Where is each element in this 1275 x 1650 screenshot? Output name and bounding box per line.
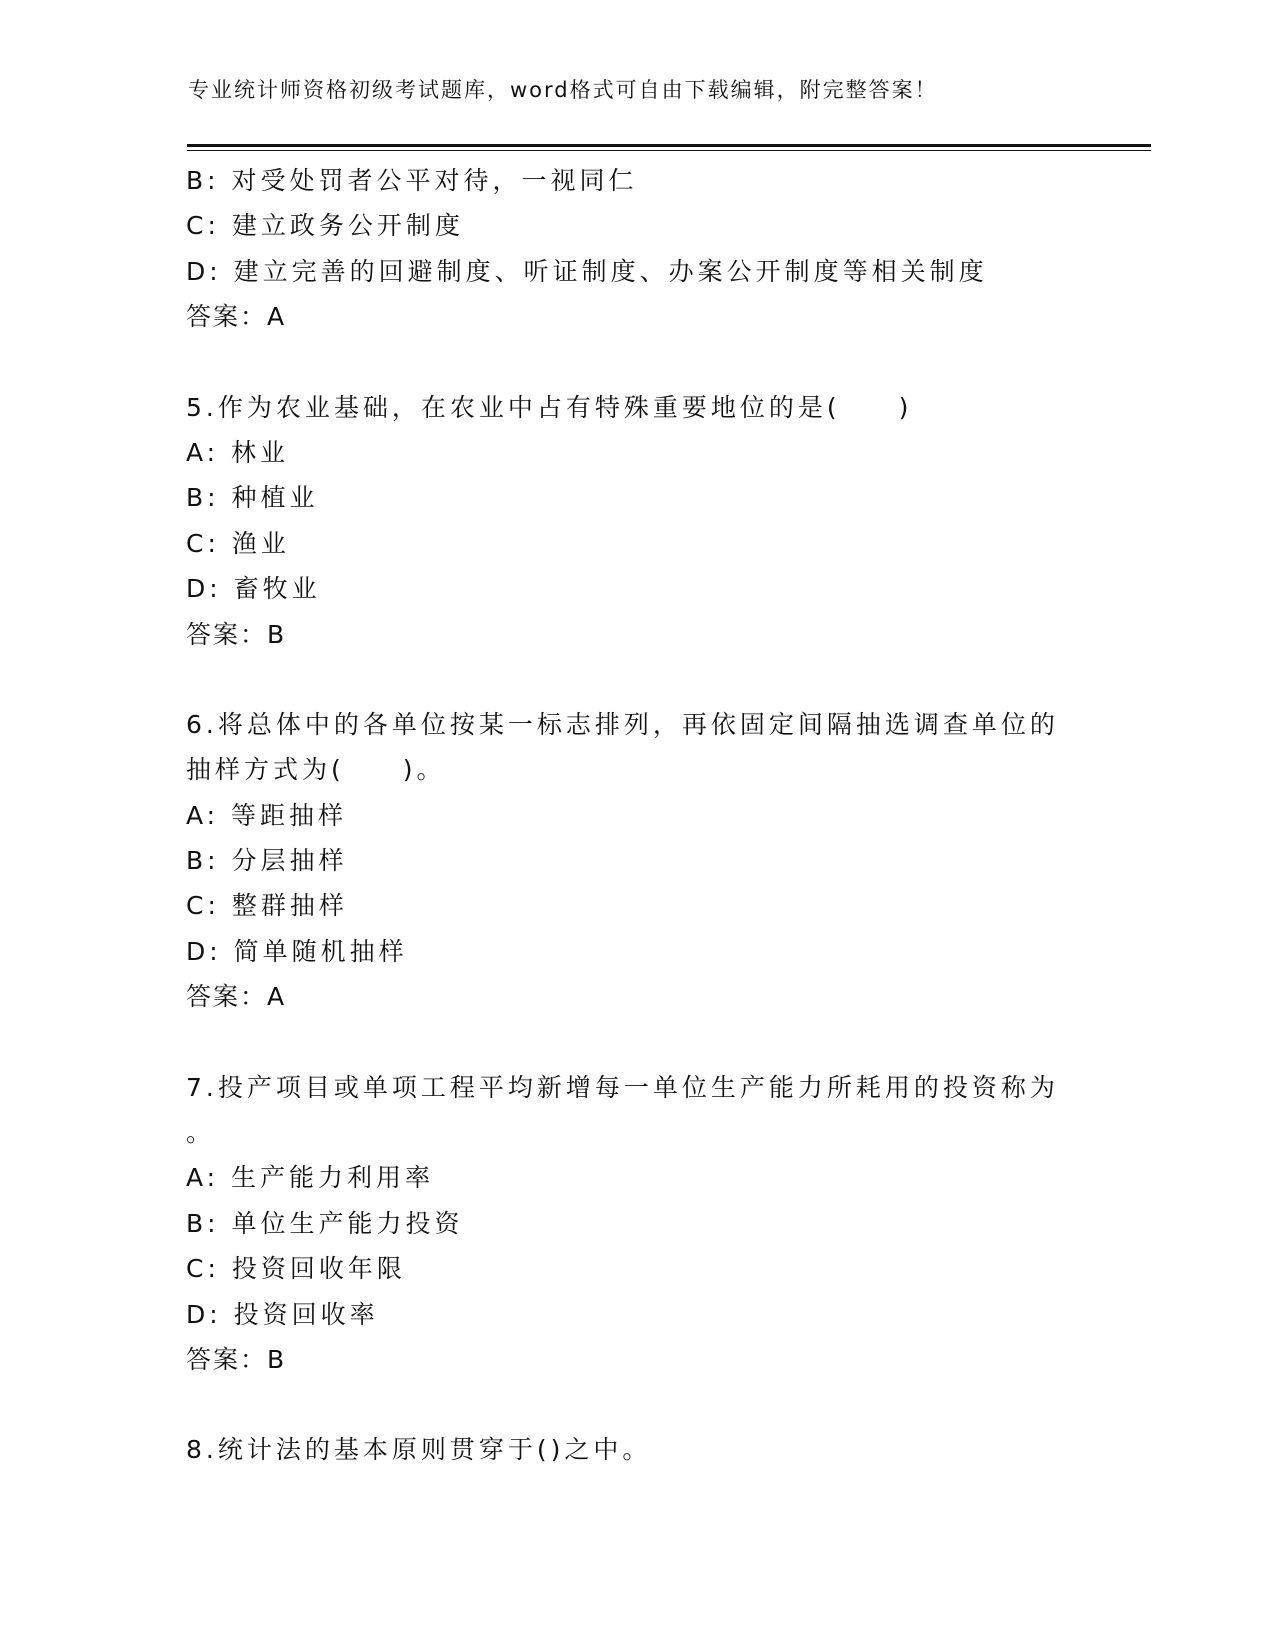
option-c: C: 整群抽样	[186, 891, 348, 921]
option-a: A: 生产能力利用率	[186, 1163, 435, 1193]
question-8	[186, 1427, 1086, 1472]
option-d: D: 畜牧业	[186, 574, 321, 604]
option-c: C: 建立政务公开制度	[186, 211, 464, 241]
question-stem-line-2: 抽样方式为( )。	[186, 755, 446, 785]
answer: 答案：B	[186, 1344, 287, 1374]
answer: 答案：A	[186, 302, 287, 332]
question-content	[186, 158, 1086, 1473]
option-a: A: 林业	[186, 437, 290, 467]
question-7	[186, 1065, 1086, 1383]
option-c: C: 渔业	[186, 528, 290, 558]
option-b: B: 对受处罚者公平对待，一视同仁	[186, 166, 638, 195]
question-6	[186, 702, 1086, 1020]
answer: 答案：B	[186, 619, 287, 649]
answer: 答案：A	[186, 982, 287, 1012]
header-rule-thin	[187, 150, 1151, 151]
option-d: D: 投资回收率	[186, 1299, 379, 1329]
question-4-continued	[186, 158, 1086, 340]
question-stem-line-2: 。	[186, 1118, 216, 1148]
option-b: B: 单位生产能力投资	[186, 1208, 464, 1238]
page-header: 专业统计师资格初级考试题库，word格式可自由下载编辑，附完整答案！	[188, 78, 938, 102]
question-stem-line-1: 7.投产项目或单项工程平均新增每一单位生产能力所耗用的投资称为	[186, 1072, 1059, 1102]
question-5	[186, 385, 1086, 657]
question-stem-line-1: 6.将总体中的各单位按某一标志排列，再依固定间隔抽选调查单位的	[186, 709, 1059, 739]
option-d: D: 简单随机抽样	[186, 936, 408, 966]
option-a: A: 等距抽样	[186, 800, 348, 830]
option-b: B: 分层抽样	[186, 846, 348, 876]
question-stem: 8.统计法的基本原则贯穿于()之中。	[186, 1435, 652, 1465]
option-d: D: 建立完善的回避制度、听证制度、办案公开制度等相关制度	[186, 256, 988, 286]
question-stem: 5.作为农业基础，在农业中占有特殊重要地位的是( )	[186, 392, 913, 422]
option-b: B: 种植业	[186, 483, 319, 513]
header-rule-thick	[187, 144, 1151, 147]
option-c: C: 投资回收年限	[186, 1254, 406, 1284]
